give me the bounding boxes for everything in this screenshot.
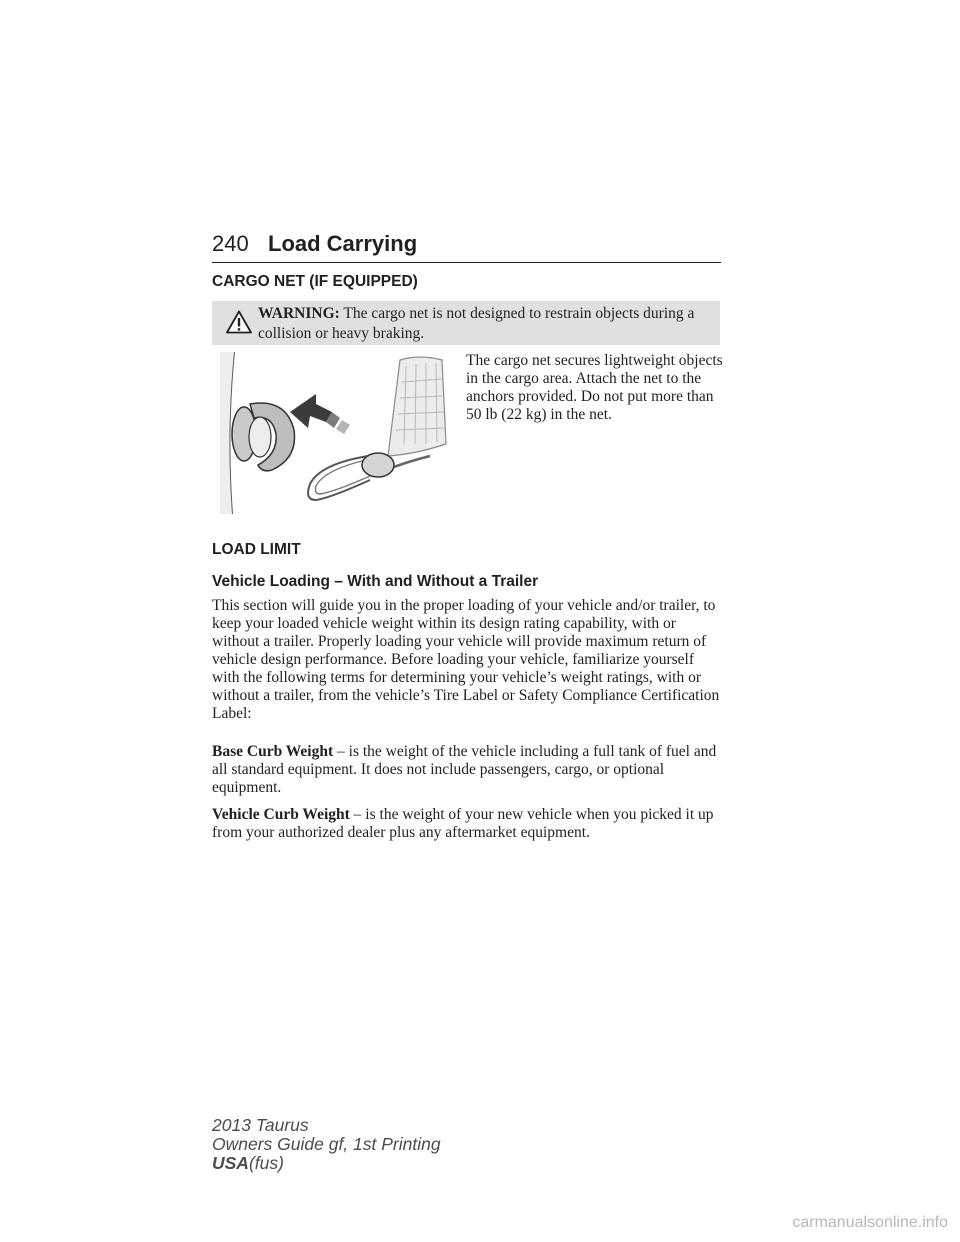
term-definition: – is the weight of your new vehicle when you picked it up from your authorized dealer plus any aftermarket equipment.	[212, 806, 714, 841]
page-number: 240	[212, 231, 249, 256]
load-limit-intro: This section will guide you in the proper loading of your vehicle and/or trailer, to keep your loaded vehicle weight within its design rating capability, with or without a trailer. Properly loading your vehicle will provide maximum return of vehicle design performance. Before loading your vehicle, familiarize yourself with the following terms for determining your vehicle’s weight ratings, with or without a trailer, from the vehicle’s Tire Label or Safety Compliance Certification Label:	[212, 597, 720, 722]
page-header	[212, 230, 721, 263]
footer-market	[212, 1154, 441, 1173]
footer-market-code: USA	[212, 1153, 249, 1173]
cargo-net-anchor-illustration	[220, 352, 452, 514]
footer-market-suffix: (fus)	[248, 1153, 284, 1173]
warning-text	[258, 304, 698, 344]
load-limit-heading: LOAD LIMIT	[212, 541, 301, 558]
term-paragraph	[212, 806, 724, 842]
vehicle-loading-subheading: Vehicle Loading – With and Without a Trailer	[212, 573, 539, 590]
term-label: Vehicle Curb Weight	[212, 806, 350, 823]
cargo-net-description: The cargo net secures lightweight objects in the cargo area. Attach the net to the anchors provided. Do not put more than 50 lb (22 kg) in the net.	[466, 352, 723, 423]
warning-triangle-icon	[226, 310, 252, 334]
page-footer	[212, 1116, 441, 1173]
term-paragraph	[212, 743, 724, 797]
term-label: Base Curb Weight	[212, 743, 334, 760]
chapter-title: Load Carrying	[268, 231, 418, 256]
footer-printing: Owners Guide gf, 1st Printing	[212, 1134, 441, 1154]
watermark: carmanualsonline.info	[792, 1214, 948, 1231]
warning-message: The cargo net is not designed to restrain objects during a collision or heavy braking.	[258, 305, 695, 342]
warning-label: WARNING:	[258, 305, 340, 322]
cargo-net-heading: CARGO NET (IF EQUIPPED)	[212, 273, 418, 290]
footer-model: 2013 Taurus	[212, 1115, 309, 1135]
term-definition: – is the weight of the vehicle including a full tank of fuel and all standard equipment. It does not include passengers, cargo, or optional equipment.	[212, 743, 717, 796]
warning-box	[212, 301, 720, 345]
